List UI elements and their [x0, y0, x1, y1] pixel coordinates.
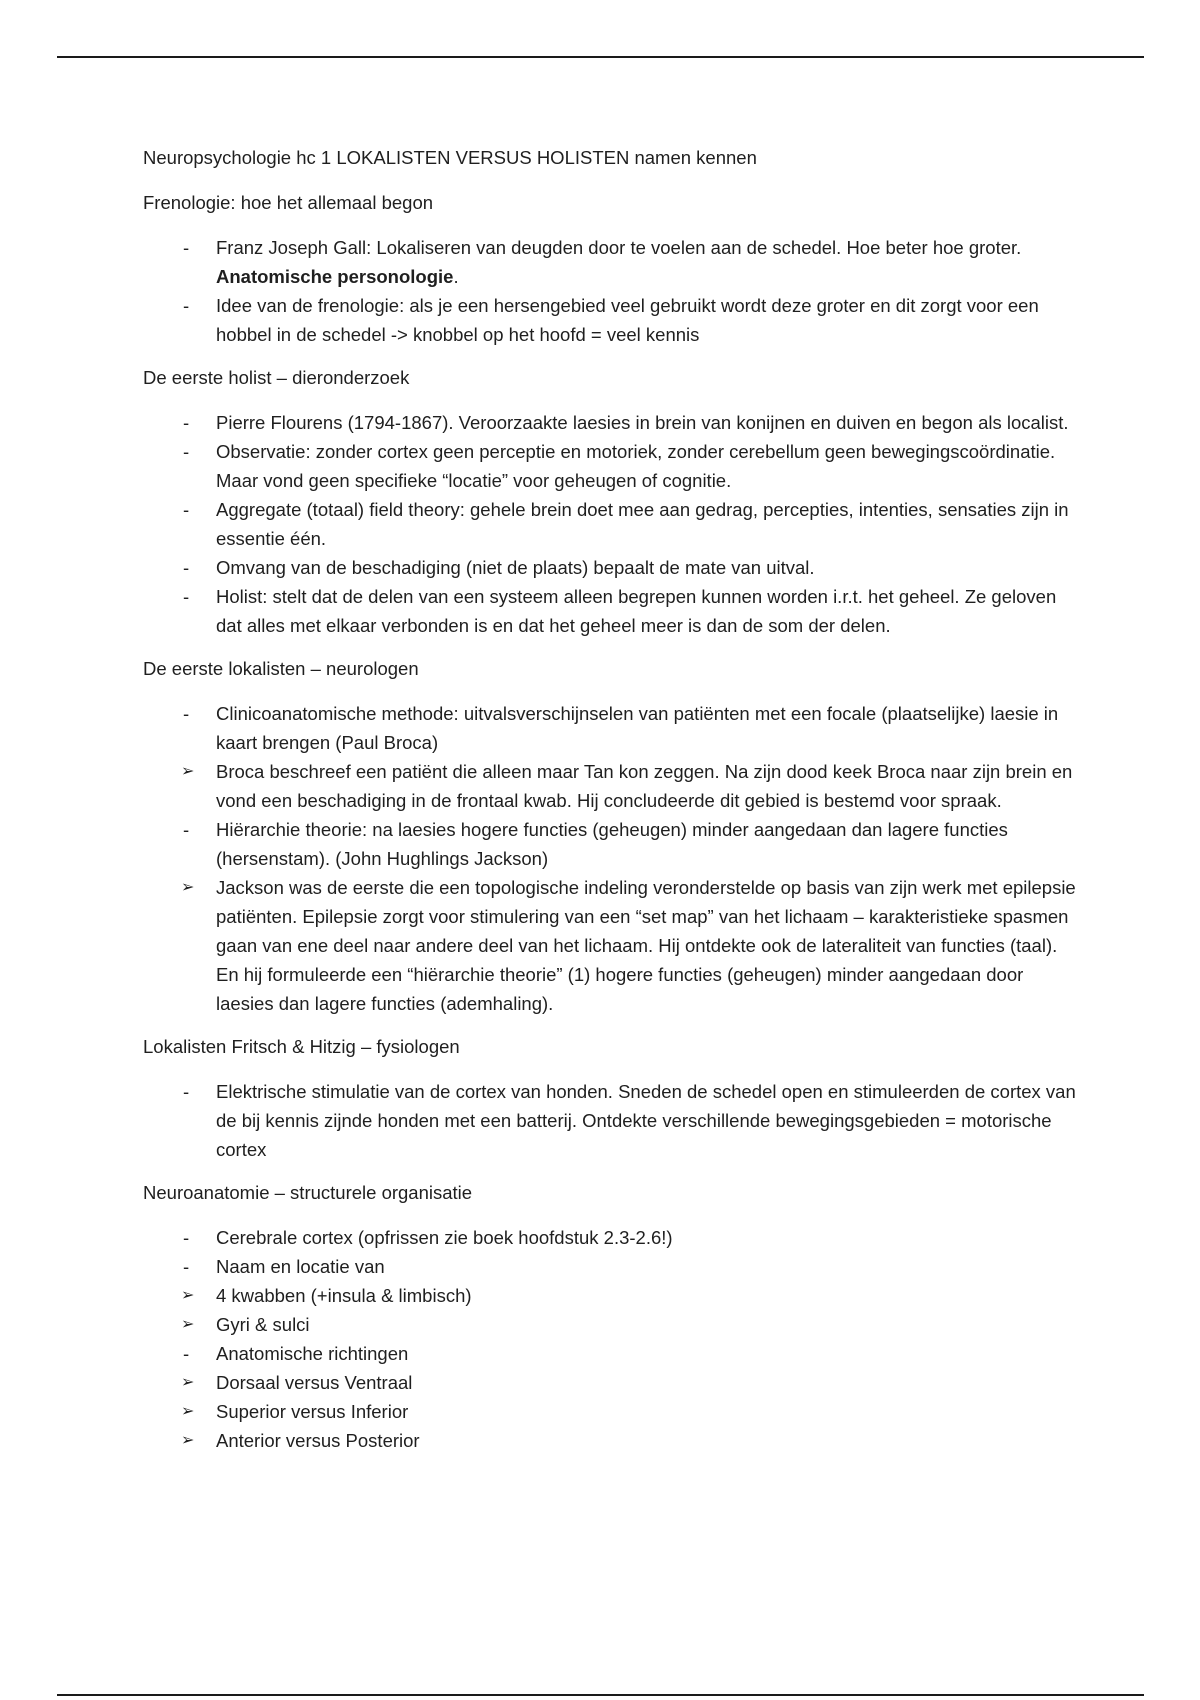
arrow-bullet-icon: ➢ [181, 1287, 195, 1304]
item-text: Anatomische richtingen [216, 1343, 409, 1364]
bullet-list [143, 408, 1083, 640]
dash-bullet: - [183, 1081, 190, 1102]
arrow-bullet-icon: ➢ [181, 763, 195, 780]
list-item [143, 815, 1083, 873]
item-text: Broca beschreef een patiënt die alleen maar Tan kon zeggen. Na zijn dood keek Broca naar zijn brein en vond een beschadiging in de frontaal kwab. Hij concludeerde dit gebied is bestemd voor spraak. [216, 761, 1073, 811]
item-text: Observatie: zonder cortex geen perceptie en motoriek, zonder cerebellum geen bewegingscoördinatie. Maar vond geen specifieke “locatie” voor geheugen of cognitie. [216, 441, 1056, 491]
arrow-bullet-icon: ➢ [181, 1374, 195, 1391]
section-heading: De eerste lokalisten – neurologen [143, 658, 419, 679]
list-item [143, 873, 1083, 1018]
dash-bullet: - [183, 586, 190, 607]
item-text: Hiërarchie theorie: na laesies hogere functies (geheugen) minder aangedaan dan lagere functies (hersenstam). (John Hughlings Jackson) [216, 819, 1008, 869]
arrow-bullet-icon: ➢ [181, 1316, 195, 1333]
section-heading: Neuroanatomie – structurele organisatie [143, 1182, 473, 1203]
dash-bullet: - [183, 1227, 190, 1248]
item-text: Elektrische stimulatie van de cortex van honden. Sneden de schedel open en stimuleerden de cortex van de bij kennis zijnde honden met een batterij. Ontdekte verschillende bewegingsgebieden = motorische cortex [216, 1081, 1076, 1160]
list-item [143, 553, 1083, 582]
list-item [143, 1368, 1083, 1397]
item-text-after: . [453, 266, 459, 287]
item-text: 4 kwabben (+insula & limbisch) [216, 1285, 472, 1306]
item-text: Omvang van de beschadiging (niet de plaats) bepaalt de mate van uitval. [216, 557, 815, 578]
item-text: Anterior versus Posterior [216, 1430, 420, 1451]
list-item [143, 1397, 1083, 1426]
bullet-list [143, 699, 1083, 1018]
dash-bullet: - [183, 237, 190, 258]
header-rule [57, 56, 1144, 58]
document-title: Neuropsychologie hc 1 LOKALISTEN VERSUS HOLISTEN namen kennen [143, 147, 757, 168]
dash-bullet: - [183, 412, 190, 433]
dash-bullet: - [183, 1256, 190, 1277]
list-item [143, 582, 1083, 640]
item-text: Franz Joseph Gall: Lokaliseren van deugden door te voelen aan de schedel. Hoe beter hoe groter. [216, 237, 1022, 258]
list-item [143, 408, 1083, 437]
list-item [143, 291, 1083, 349]
dash-bullet: - [183, 1343, 190, 1364]
list-item [143, 699, 1083, 757]
list-item [143, 1281, 1083, 1310]
list-item [143, 757, 1083, 815]
item-text: Naam en locatie van [216, 1256, 385, 1277]
item-text: Idee van de frenologie: als je een hersengebied veel gebruikt wordt deze groter en dit zorgt voor een hobbel in de schedel -> knobbel op het hoofd = veel kennis [216, 295, 1039, 345]
item-text: Jackson was de eerste die een topologische indeling veronderstelde op basis van zijn werk met epilepsie patiënten. Epilepsie zorgt voor stimulering van een “set map” van het lichaam – karakteristieke spasmen gaan van ene deel naar andere deel van het lichaam. Hij ontdekte ook de lateraliteit van functies (taal). En hij formuleerde een “hiërarchie theorie” (1) hogere functies (geheugen) minder aangedaan door laesies dan lagere functies (ademhaling). [216, 877, 1076, 1014]
list-item [143, 233, 1083, 291]
item-text: Cerebrale cortex (opfrissen zie boek hoofdstuk 2.3-2.6!) [216, 1227, 673, 1248]
item-bold-text: Anatomische personologie [216, 266, 454, 287]
list-item [143, 1077, 1083, 1164]
arrow-bullet-icon: ➢ [181, 879, 195, 896]
list-item [143, 495, 1083, 553]
section-heading: Frenologie: hoe het allemaal begon [143, 192, 434, 213]
dash-bullet: - [183, 441, 190, 462]
footer-rule [57, 1694, 1144, 1696]
bullet-list [143, 1077, 1083, 1164]
dash-bullet: - [183, 557, 190, 578]
item-text: Gyri & sulci [216, 1314, 310, 1335]
section-heading: Lokalisten Fritsch & Hitzig – fysiologen [143, 1036, 460, 1057]
list-item [143, 1252, 1083, 1281]
bullet-list [143, 233, 1083, 349]
item-text: Pierre Flourens (1794-1867). Veroorzaakte laesies in brein van konijnen en duiven en begon als localist. [216, 412, 1069, 433]
item-text: Clinicoanatomische methode: uitvalsverschijnselen van patiënten met een focale (plaatselijke) laesie in kaart brengen (Paul Broca) [216, 703, 1059, 753]
list-item [143, 1310, 1083, 1339]
bullet-list [143, 1223, 1083, 1455]
list-item [143, 1339, 1083, 1368]
section-heading: De eerste holist – dieronderzoek [143, 367, 410, 388]
list-item [143, 1426, 1083, 1455]
dash-bullet: - [183, 295, 190, 316]
document-body [143, 143, 1083, 1469]
item-text: Superior versus Inferior [216, 1401, 409, 1422]
list-item [143, 437, 1083, 495]
list-item [143, 1223, 1083, 1252]
arrow-bullet-icon: ➢ [181, 1403, 195, 1420]
dash-bullet: - [183, 819, 190, 840]
arrow-bullet-icon: ➢ [181, 1432, 195, 1449]
dash-bullet: - [183, 703, 190, 724]
item-text: Dorsaal versus Ventraal [216, 1372, 413, 1393]
item-text: Aggregate (totaal) field theory: gehele brein doet mee aan gedrag, percepties, intenties, sensaties zijn in essentie één. [216, 499, 1069, 549]
dash-bullet: - [183, 499, 190, 520]
item-text: Holist: stelt dat de delen van een systeem alleen begrepen kunnen worden i.r.t. het geheel. Ze geloven dat alles met elkaar verbonden is en dat het geheel meer is dan de som der delen. [216, 586, 1057, 636]
